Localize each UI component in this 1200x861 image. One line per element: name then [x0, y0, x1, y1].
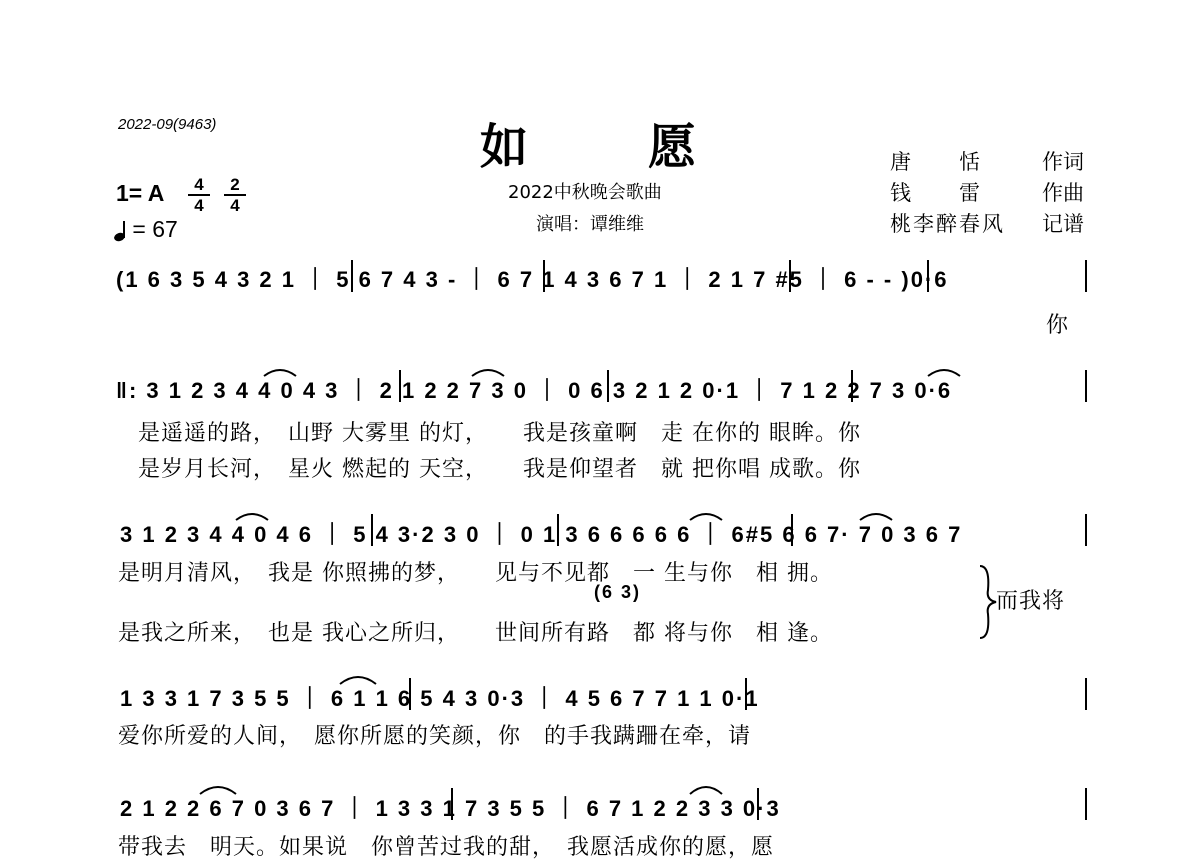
singer-credit: 演唱：谭维维: [536, 214, 644, 235]
score-system-3-notes: 3 1 2 3 4 4 0 4 6 ｜ 5 4 3·2 3 0 ｜ 0 1 3 6 6 6 6 6 ｜ 6#5 6 6 7· 7 0 3 6 7: [120, 522, 963, 547]
time-sig-numerator: 2: [230, 175, 240, 194]
key-signature: 1= A: [116, 180, 165, 206]
score-system-3-lyric-verse-1: 是明月清风， 我是 你照拂的梦， 见与不见都 一 生与你 相 拥。: [118, 561, 833, 586]
score-system-3-lyric-verse-2: 是我之所来， 也是 我心之所归， 世间所有路 都 将与你 相 逢。: [118, 621, 833, 646]
time-sig-numerator: 4: [194, 175, 204, 194]
lyricist-role: 作词: [1042, 150, 1084, 174]
score-system-3-side-lyric: 而我将: [996, 589, 1066, 614]
song-title: 如愿: [480, 119, 817, 175]
score-system-3-variant-notes: (6 3): [594, 582, 642, 602]
score-system-2-lyric-verse-2: 是岁月长河， 星火 燃起的 天空， 我是仰望者 就 把你唱 成歌。你: [138, 457, 861, 482]
tempo-value: = 67: [132, 216, 178, 242]
transcriber-name: 桃李醉春风: [890, 212, 1005, 236]
score-system-5-lyric: 带我去 明天。如果说 你曾苦过我的甜， 我愿活成你的愿，愿: [118, 835, 775, 860]
score-system-4-notes: 1 3 3 1 7 3 5 5 ｜ 6 1 1 6 5 4 3 0·3 ｜ 4 5 6 7 7 1 1 0·1: [120, 686, 760, 711]
score-system-5-notes: 2 1 2 2 6 7 0 3 6 7 ｜ 1 3 3 1 7 3 5 5 ｜ 6 7 1 2 2 3 3 0·3: [120, 796, 781, 821]
score-system-1-lyric: 你: [1046, 313, 1070, 338]
time-sig-denominator: 4: [230, 196, 240, 215]
lyricist-name: 唐 恬: [890, 150, 982, 174]
score-system-2-notes: ‖: 3 1 2 3 4 4 0 4 3 ｜ 2 1 2 2 7 3 0 ｜ 0 6 3 2 1 2 0·1 ｜ 7 1 2 2 7 3 0·6: [116, 378, 953, 403]
time-sig-denominator: 4: [194, 196, 204, 215]
song-subtitle: 2022中秋晚会歌曲: [508, 182, 662, 203]
composer-name: 钱 雷: [890, 181, 982, 205]
transcriber-role: 记谱: [1042, 212, 1084, 236]
score-system-1-notes: (1 6 3 5 4 3 2 1 ｜ 5 6 7 4 3 - ｜ 6 7 1 4 3 6 7 1 ｜ 2 1 7 #5 ｜ 6 - - )0·6: [116, 267, 949, 292]
composer-role: 作曲: [1042, 181, 1084, 205]
score-system-2-lyric-verse-1: 是遥遥的路， 山野 大雾里 的灯， 我是孩童啊 走 在你的 眼眸。你: [138, 421, 861, 446]
score-code: 2022-09(9463): [118, 116, 217, 133]
score-system-4-lyric: 爱你所爱的人间， 愿你所愿的笑颜，你 的手我蹒跚在牵，请: [118, 724, 752, 749]
